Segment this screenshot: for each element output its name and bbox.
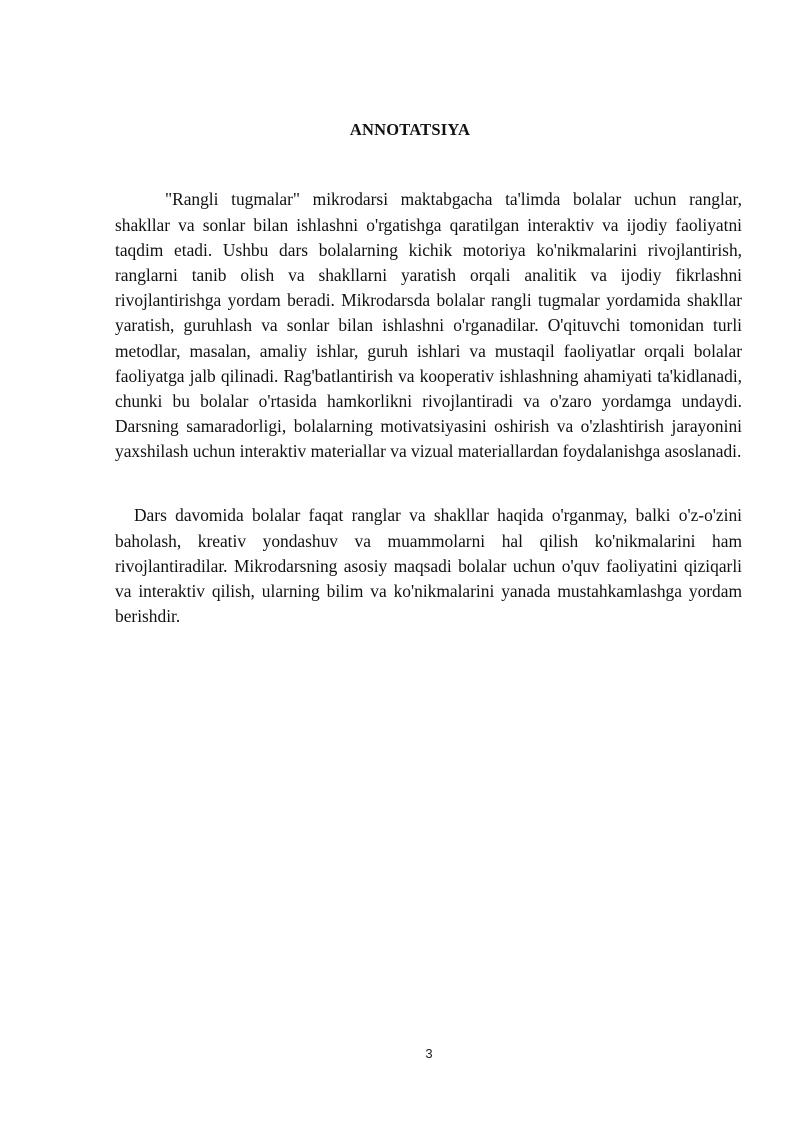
page-number: 3 xyxy=(425,1046,433,1061)
paragraph-1: "Rangli tugmalar" mikrodarsi maktabgacha ta'limda bolalar uchun ranglar, shakllar va sonlar bilan ishlashni o'rgatishga qaratilgan interaktiv va ijodiy faoliyatni taqdim etadi. Ushbu dars bolalarning kichik motoriya ko'nikmalarini rivojlantirish, ranglarni tanib olish va shakllarni yaratish orqali analitik va ijodiy fikrlashni rivojlantirishga yordam beradi. Mikrodarsda bolalar rangli tugmalar yordamida shakllar yaratish, guruhlash va sonlar bilan ishlashni o'rganadilar. O'qituvchi tomonidan turli metodlar, masalan, amaliy ishlar, guruh ishlari va mustaqil faoliyatlar orqali bolalar faoliyatga jalb qilinadi. Rag'batlantirish va kooperativ ishlashning ahamiyati ta'kidlanadi, chunki bu bolalar o'rtasida hamkorlikni rivojlantiradi va o'zaro yordamga undaydi. Darsning samaradorligi, bolalarning motivatsiyasini oshirish va o'zlashtirish jarayonini yaxshilash uchun interaktiv materiallar va vizual materiallardan foydalanishga asoslanadi. xyxy=(115,189,742,462)
paragraph-2: Dars davomida bolalar faqat ranglar va shakllar haqida o'rganmay, balki o'z-o'zini baholash, kreativ yondashuv va muammolarni hal qilish ko'nikmalarini ham rivojlantiradilar. Mikrodarsning asosiy maqsadi bolalar uchun o'quv faoliyatini qiziqarli va interaktiv qilish, ularning bilim va ko'nikmalarini yanada mustahkamlashga yordam berishdir. xyxy=(115,505,742,627)
annotation-heading: ANNOTATSIYA xyxy=(349,120,471,139)
